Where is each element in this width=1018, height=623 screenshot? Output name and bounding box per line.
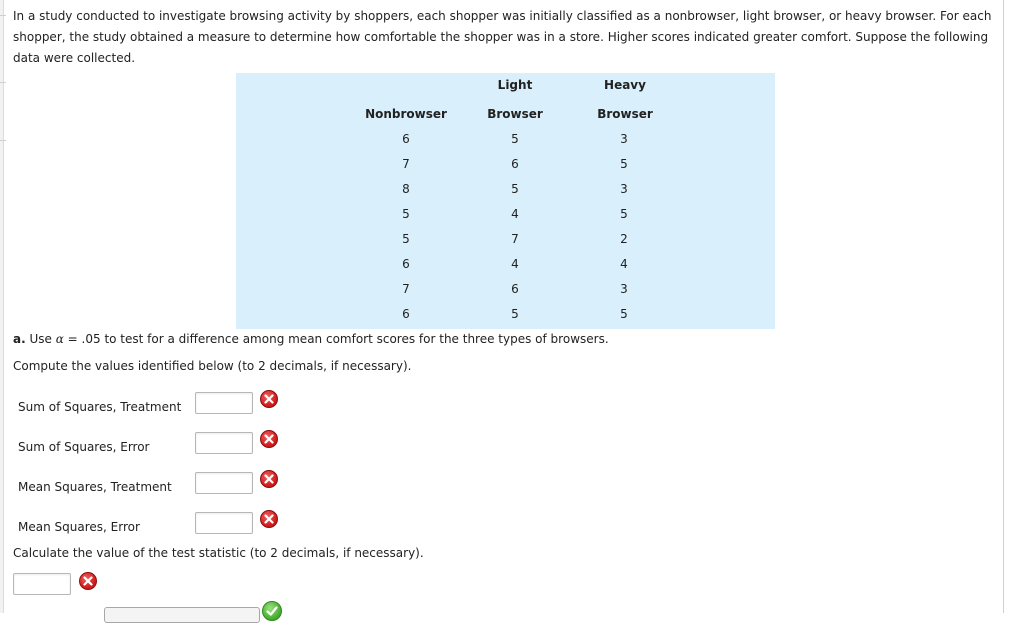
table-cell: 6	[511, 157, 519, 171]
table-cell: 3	[620, 132, 628, 146]
table-cell: 6	[402, 132, 410, 146]
header-heavy-line2: Browser	[597, 107, 653, 121]
right-frame-border	[1003, 0, 1004, 613]
table-cell: 5	[511, 307, 519, 321]
part-a-question	[13, 332, 609, 346]
calculate-instructions: Calculate the value of the test statistic (to 2 decimals, if necessary).	[13, 546, 424, 560]
table-cell: 7	[402, 157, 410, 171]
header-nonbrowser	[351, 107, 461, 121]
table-cell: 8	[402, 182, 410, 196]
incorrect-x-icon	[260, 470, 278, 488]
table-cell: 5	[402, 207, 410, 221]
table-cell: 4	[511, 257, 519, 271]
table-cell: 5	[620, 157, 628, 171]
table-cell: 6	[402, 307, 410, 321]
ms-error-label: Mean Squares, Error	[18, 520, 140, 534]
table-cell: 6	[511, 282, 519, 296]
compute-instructions: Compute the values identified below (to 2 decimals, if necessary).	[13, 359, 412, 373]
frame-tick	[0, 140, 6, 141]
data-table	[236, 73, 775, 329]
ms-treatment-label: Mean Squares, Treatment	[18, 480, 172, 494]
ss-error-label: Sum of Squares, Error	[18, 440, 150, 454]
ms-treatment-input[interactable]	[195, 472, 253, 494]
table-cell: 3	[620, 182, 628, 196]
table-cell: 5	[511, 182, 519, 196]
ss-treatment-label: Sum of Squares, Treatment	[18, 400, 182, 414]
table-cell: 5	[402, 232, 410, 246]
table-cell: 7	[511, 232, 519, 246]
table-cell: 5	[511, 132, 519, 146]
p-value-select[interactable]	[104, 607, 260, 623]
left-frame-border	[0, 0, 4, 613]
part-a-label: a.	[13, 332, 26, 346]
header-heavy-line1: Heavy	[604, 78, 646, 92]
ms-error-input[interactable]	[195, 512, 253, 534]
table-cell: 3	[620, 282, 628, 296]
ss-error-input[interactable]	[195, 432, 253, 454]
part-a-prefix: Use	[29, 332, 52, 346]
part-a-suffix: = .05 to test for a difference among mean comfort scores for the three types of browsers.	[67, 332, 609, 346]
table-cell: 4	[620, 257, 628, 271]
frame-tick	[0, 82, 6, 83]
table-cell: 6	[402, 257, 410, 271]
incorrect-x-icon	[260, 510, 278, 528]
incorrect-x-icon	[260, 430, 278, 448]
table-cell: 7	[402, 282, 410, 296]
table-cell: 5	[620, 307, 628, 321]
header-nonbrowser-label: Nonbrowser	[365, 107, 447, 121]
table-cell: 2	[620, 232, 628, 246]
incorrect-x-icon	[79, 572, 97, 590]
alpha-symbol: α	[55, 332, 64, 346]
test-statistic-input[interactable]	[13, 573, 71, 595]
header-light-line1: Light	[497, 78, 533, 92]
incorrect-x-icon	[260, 390, 278, 408]
intro-paragraph: In a study conducted to investigate browsing activity by shoppers, each shopper was initially classified as a nonbrowser, light browser, or heavy browser. For each shopper, the study obtained a measure to determine how comfortable the shopper was in a store. Higher scores indicated greater comfort. Suppose the following data were collected.	[13, 9, 992, 65]
table-cell: 4	[511, 207, 519, 221]
ss-treatment-input[interactable]	[195, 392, 253, 414]
correct-check-icon	[262, 601, 282, 621]
table-cell: 5	[620, 207, 628, 221]
header-light-line2: Browser	[487, 107, 543, 121]
frame-tick	[0, 15, 6, 16]
